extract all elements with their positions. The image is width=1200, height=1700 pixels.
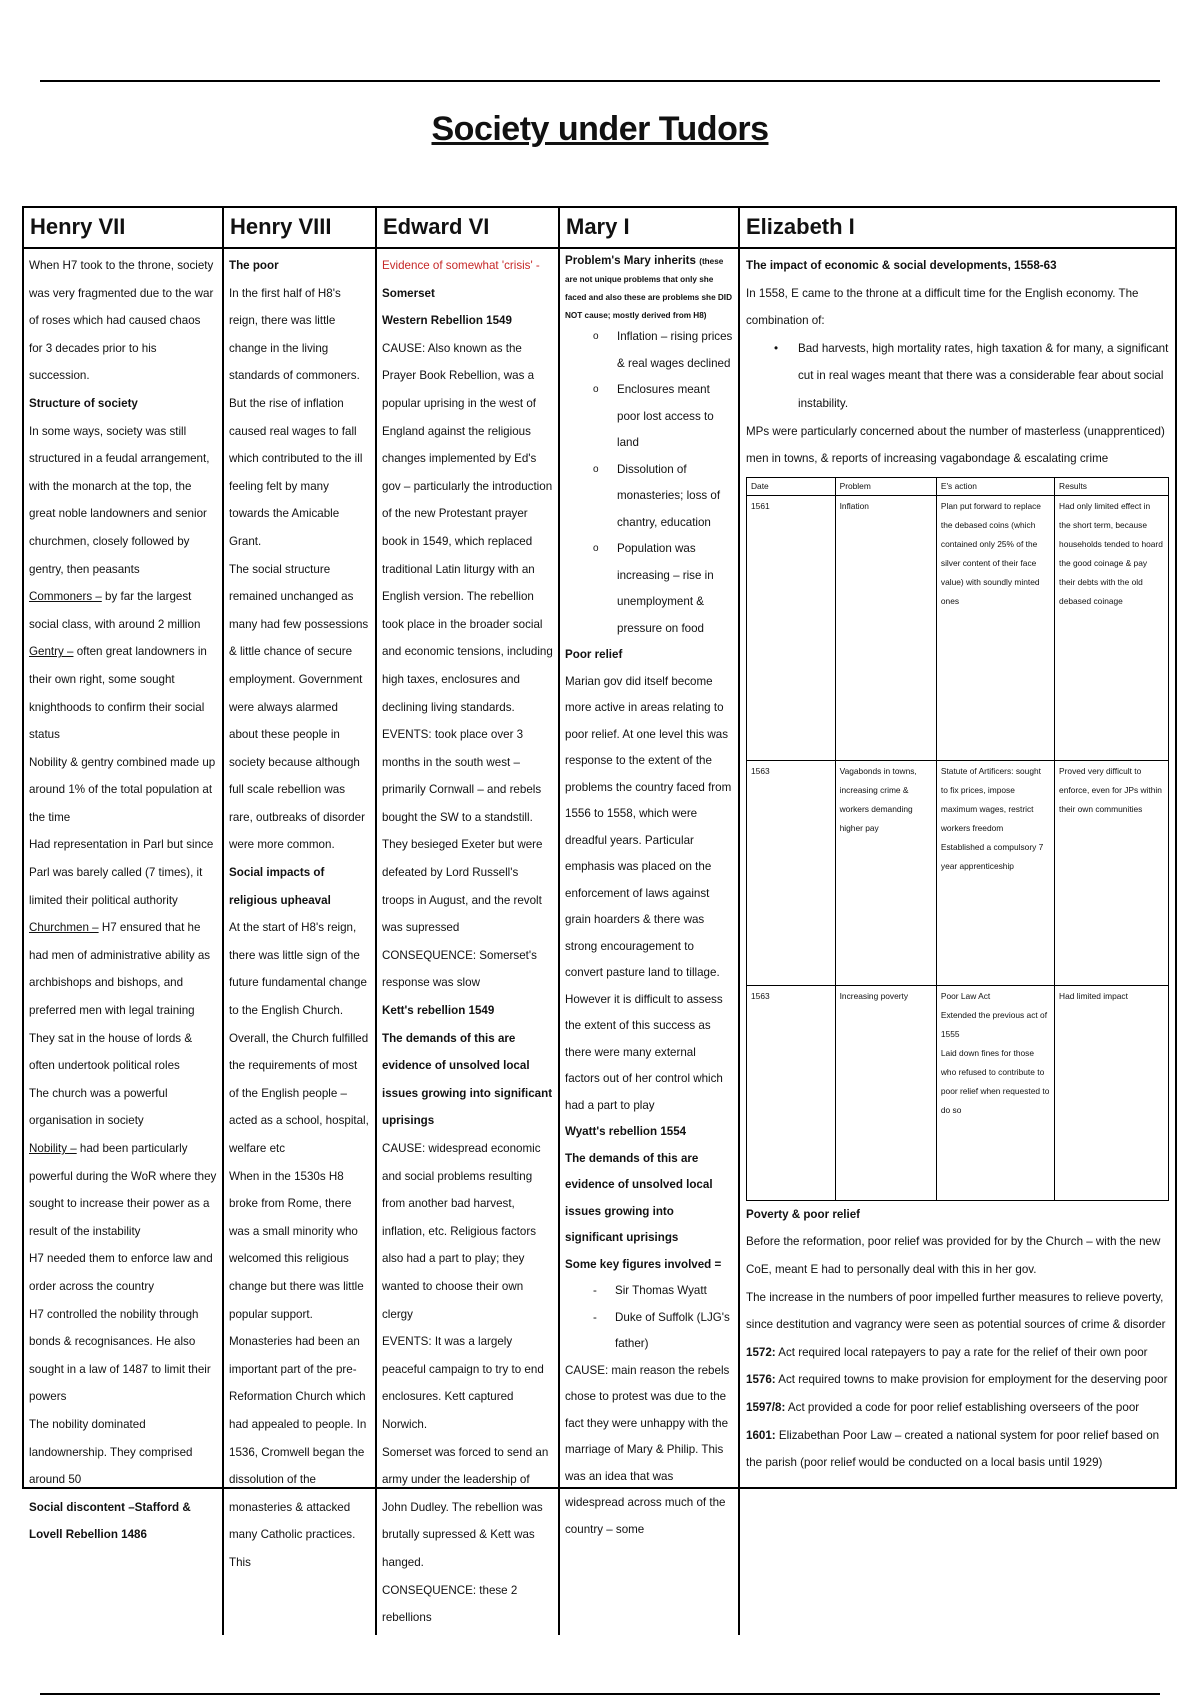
table-row: [747, 985, 1169, 1200]
e1-act-1601: [746, 1422, 1169, 1477]
h7-commoners: [29, 583, 217, 638]
list-item: o Inflation – rising prices & real wages declined: [617, 324, 733, 377]
m1-relief-text: Marian gov did itself become more active in areas relating to poor relief. At one level this was response to the extent of the problems the country faced from 1556 to 1558, which were dreadful years. Particular emphasis was placed on the enforcement of laws against grain hoarders & there was strong encouragement to convert pasture land to tillage. However it is difficult to assess the extent of this success as there were many external factors out of her control which had a part to play: [565, 674, 732, 1112]
h7-nobility-text: had been particularly powerful during the WoR where they sought to increase their power as a result of the instability: [29, 1142, 217, 1238]
m1-problems-note: (these are not unique problems that only she faced and also these are problems she DID NOT cause; mostly derived from H8): [565, 257, 732, 320]
h8-poor-heading: The poor: [229, 259, 279, 272]
list-item: o Population was increasing – rise in unemployment & pressure on food: [617, 536, 733, 642]
list-item: o Dissolution of monasteries; loss of chantry, education: [617, 457, 733, 537]
h7-gentry: [29, 638, 217, 748]
header-henry-vii: Henry VII: [24, 208, 224, 249]
table-cell: 1563: [747, 760, 836, 985]
table-row: [747, 760, 1169, 985]
table-cell: Had limited impact: [1055, 985, 1169, 1200]
act-year: 1576:: [746, 1373, 776, 1387]
h8-religious-heading: Social impacts of religious upheaval: [229, 866, 331, 907]
e6-kett-events: EVENTS: It was a largely peaceful campaign to try to end enclosures. Kett captured Norwich.: [382, 1335, 544, 1431]
h7-nobility: [29, 1135, 217, 1245]
column-edward-vi: [377, 249, 560, 1635]
h8-poor-text: In the first half of H8's reign, there was little change in the living standards of commoners. But the rise of inflation caused real wages to fall which contributed to the ill feeling felt by many towards the Amicable Grant.: [229, 286, 363, 548]
e6-kett-cause: CAUSE: widespread economic and social problems resulting from another bad harvest, inflation, etc. Religious factors also had a part to play; they wanted to choose their own clergy: [382, 1142, 541, 1321]
table-header: Results: [1055, 477, 1169, 495]
table-cell: Had only limited effect in the short term, because households tended to hoard the good coinage & pay their debts with the old debased coinage: [1055, 495, 1169, 760]
list-item: - Sir Thomas Wyatt: [615, 1278, 733, 1305]
h7-gentry-text: often great landowners in their own right, some sought knighthoods to confirm their social status: [29, 645, 207, 742]
tudor-table: [22, 206, 1177, 1625]
e6-kett-heading: Kett's rebellion 1549: [382, 1004, 495, 1018]
top-rule: [40, 80, 1160, 82]
bottom-rule: [40, 1693, 1160, 1695]
act-year: 1601:: [746, 1428, 776, 1442]
h7-church-org: The church was a powerful organisation in society: [29, 1086, 168, 1128]
table-header: Problem: [835, 477, 936, 495]
header-mary-i: Mary I: [560, 208, 740, 249]
m1-problems-list: [565, 324, 733, 642]
h7-intro: When H7 took to the throne, society was very fragmented due to the war of roses which had caused chaos for 3 decades prior to his succession.: [29, 259, 214, 383]
h7-commoners-text: by far the largest social class, with around 2 million: [29, 590, 201, 631]
e1-act-1597: [746, 1394, 1169, 1422]
header-henry-viii: Henry VIII: [224, 208, 377, 249]
h7-sat-lords: They sat in the house of lords & often undertook political roles: [29, 1031, 193, 1073]
act-text: Elizabethan Poor Law – created a national system for poor relief based on the parish (poor relief would be conducted on a local basis until 1929): [746, 1428, 1160, 1470]
table-header-row: [747, 477, 1169, 495]
h7-discontent: Social discontent –Stafford & Lovell Rebellion 1486: [29, 1500, 191, 1542]
economic-table: [746, 477, 1169, 1201]
column-henry-viii: [224, 249, 377, 1635]
h7-representation: Had representation in Parl but since Parl was barely called (7 times), it limited their political authority: [29, 838, 214, 907]
table-cell: Increasing poverty: [835, 985, 936, 1200]
h7-commoners-label: Commoners –: [29, 590, 102, 604]
m1-demands: The demands of this are evidence of unsolved local issues growing into significant uprisings: [565, 1151, 713, 1244]
e1-poverty-text1: Before the reformation, poor relief was provided for by the Church – with the new CoE, meant E had to personally deal with this in her gov.: [746, 1235, 1161, 1276]
list-item: • Bad harvests, high mortality rates, high taxation & for many, a significant cut in real wages meant that there was a considerable fear about social instability.: [798, 335, 1169, 418]
e6-somerset: Somerset: [382, 286, 435, 300]
e6-demands: The demands of this are evidence of unsolved local issues growing into significant uprisings: [382, 1031, 553, 1128]
h7-controlled: H7 controlled the nobility through bonds & recognisances. He also sought in a law of 1487 to limit their powers: [29, 1307, 211, 1404]
m1-figures-heading: Some key figures involved =: [565, 1257, 722, 1271]
e1-act-1572: [746, 1339, 1169, 1367]
h8-structure: The social structure remained unchanged as many had few possessions & little chance of secure employment. Government were always alarmed about these people in society because although full scale rebellion was rare, outbreaks of disorder were more common.: [229, 562, 369, 852]
h8-monasteries: Monasteries had been an important part of the pre-Reformation Church which had appealed to people. In 1536, Cromwell began the dissolution of the monasteries & attacked many Catholic practices. This: [229, 1335, 367, 1569]
m1-problems-heading: [565, 252, 733, 324]
header-elizabeth-i: Elizabeth I: [740, 208, 1175, 249]
m1-problems-heading-text: Problem's Mary inherits: [565, 254, 696, 267]
column-henry-vii: [24, 249, 224, 1635]
page-title: Society under Tudors: [431, 110, 769, 148]
h7-churchmen: [29, 914, 217, 1024]
table-row: [747, 495, 1169, 760]
table-header: Date: [747, 477, 836, 495]
e1-bullet-list: [746, 335, 1169, 418]
e6-western-heading: Western Rebellion 1549: [382, 314, 512, 328]
column-mary-i: [560, 249, 740, 1635]
list-item: - Duke of Suffolk (LJG's father): [615, 1305, 733, 1358]
table-cell: 1563: [747, 985, 836, 1200]
column-elizabeth-i: [740, 249, 1175, 1635]
e1-act-1576: [746, 1366, 1169, 1394]
e6-events: EVENTS: took place over 3 months in the south west – primarily Cornwall – and rebels bought the SW to a standstill. They besieged Exeter but were defeated by Lord Russell's troops in August, and the revolt was supressed: [382, 728, 543, 935]
m1-figures-list: [565, 1278, 733, 1358]
act-text: Act provided a code for poor relief establishing overseers of the poor: [785, 1400, 1140, 1414]
e1-mps: MPs were particularly concerned about the number of masterless (unapprenticed) men in towns, & reports of increasing vagabondage & escalating crime: [746, 424, 1165, 466]
table-cell: Proved very difficult to enforce, even for JPs within their own communities: [1055, 760, 1169, 985]
h7-structure-text: In some ways, society was still structured in a feudal arrangement, with the monarch at the top, the great noble landowners and senior churchmen, closely followed by gentry, then peasants: [29, 424, 210, 576]
e6-crisis: Evidence of somewhat 'crisis' -: [382, 259, 540, 272]
e6-kett-outcome: Somerset was forced to send an army under the leadership of John Dudley. The rebellion was brutally supressed & Kett was hanged.: [382, 1445, 549, 1569]
h7-churchmen-text: H7 ensured that he had men of administrative ability as archbishops and bishops, and preferred men with legal training: [29, 921, 211, 1018]
e6-consequence: CONSEQUENCE: Somerset's response was slow: [382, 948, 537, 990]
h7-structure-heading: Structure of society: [29, 396, 138, 410]
h7-gentry-label: Gentry –: [29, 645, 74, 659]
list-item: o Enclosures meant poor lost access to land: [617, 377, 733, 457]
h7-nobility-gentry: Nobility & gentry combined made up around 1% of the total population at the time: [29, 755, 216, 824]
m1-wyatt-heading: Wyatt's rebellion 1554: [565, 1125, 687, 1138]
table-cell: Statute of Artificers: sought to fix prices, impose maximum wages, restrict workers freedom Established a compulsory 7 year apprenticeship: [936, 760, 1054, 985]
h7-enforce: H7 needed them to enforce law and order across the country: [29, 1252, 213, 1293]
h7-nobility-label: Nobility –: [29, 1142, 77, 1155]
act-text: Act required local ratepayers to pay a rate for the relief of their own poor: [775, 1345, 1148, 1359]
e1-poverty-heading: Poverty & poor relief: [746, 1207, 861, 1221]
header-edward-vi: Edward VI: [377, 208, 560, 249]
m1-cause: CAUSE: main reason the rebels chose to protest was due to the fact they were unhappy with the marriage of Mary & Philip. This was an idea that was widespread across much of the country – some: [565, 1363, 730, 1536]
m1-relief-heading: Poor relief: [565, 648, 623, 661]
e6-cause: CAUSE: Also known as the Prayer Book Rebellion, was a popular uprising in the west of England against the religious changes implemented by Ed's gov – particularly the introduction of the new Protestant prayer book in 1549, which replaced traditional Latin liturgy with an English version. The rebellion took place in the broader social and economic tensions, including high taxes, enclosures and declining living standards.: [382, 341, 553, 714]
act-text: Act required towns to make provision for employment for the deserving poor: [775, 1373, 1168, 1387]
h7-dominated: The nobility dominated landownership. They comprised around 50: [29, 1417, 193, 1487]
act-year: 1597/8:: [746, 1400, 786, 1414]
e1-poverty-text2: The increase in the numbers of poor impelled further measures to relieve poverty, since destitution and vagrancy were seen as potential sources of crime & disorder: [746, 1290, 1166, 1332]
table-cell: 1561: [747, 495, 836, 760]
table-cell: Vagabonds in towns, increasing crime & workers demanding higher pay: [835, 760, 936, 985]
h7-churchmen-label: Churchmen –: [29, 921, 99, 935]
table-cell: Plan put forward to replace the debased coins (which contained only 25% of the silver content of their face value) with soundly minted ones: [936, 495, 1054, 760]
e1-impact-heading: The impact of economic & social developments, 1558-63: [746, 259, 1057, 272]
e6-kett-consequence: CONSEQUENCE: these 2 rebellions: [382, 1583, 518, 1625]
h8-broke-rome: When in the 1530s H8 broke from Rome, there was a small minority who welcomed this religious change but there was little popular support.: [229, 1169, 364, 1321]
table-cell: Poor Law Act Extended the previous act of 1555 Laid down fines for those who refused to contribute to poor relief when requested to do so: [936, 985, 1054, 1200]
table-header: E's action: [936, 477, 1054, 495]
e1-impact-text: In 1558, E came to the throne at a difficult time for the English economy. The combination of:: [746, 286, 1139, 328]
h8-church-fulfilled: Overall, the Church fulfilled the requirements of most of the English people – acted as a school, hospital, welfare etc: [229, 1031, 369, 1155]
h8-religious-text: At the start of H8's reign, there was little sign of the future fundamental change to the English Church.: [229, 921, 367, 1018]
act-year: 1572:: [746, 1345, 776, 1359]
table-cell: Inflation: [835, 495, 936, 760]
